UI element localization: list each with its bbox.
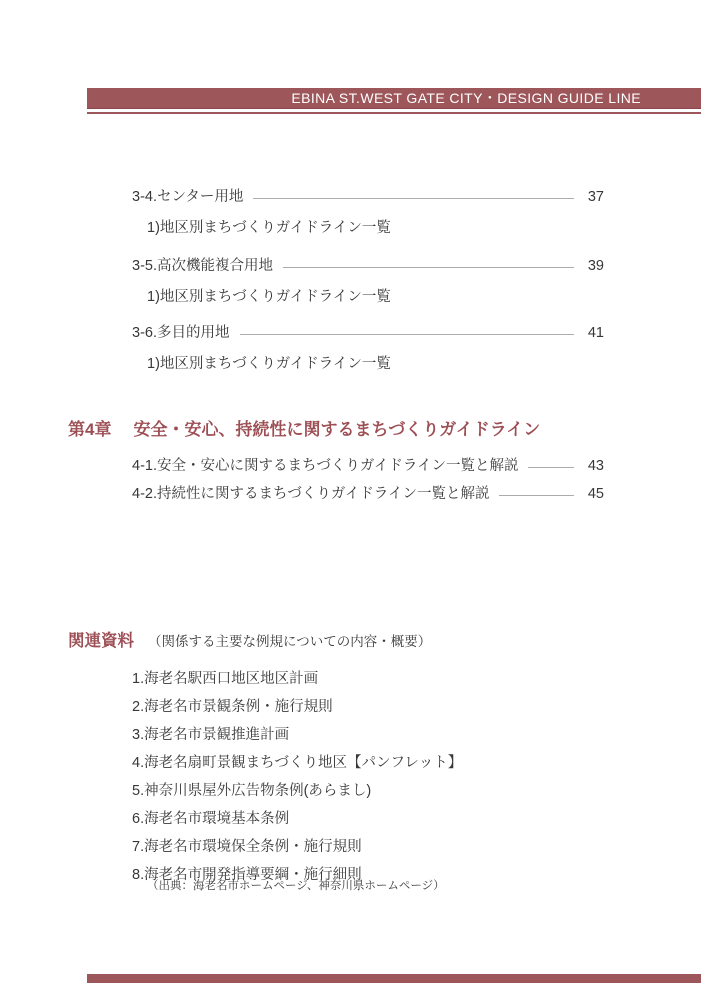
related-item: 1.海老名駅西口地区地区計画	[132, 671, 319, 687]
leader-line	[240, 334, 575, 335]
toc-entry	[132, 324, 604, 342]
toc-subentry: 1)地区別まちづくりガイドライン一覧	[147, 289, 391, 305]
chapter-number: 第4章	[68, 420, 112, 439]
toc-entry-page: 39	[587, 258, 604, 274]
toc-entry-page: 41	[587, 325, 604, 341]
toc-entry-page: 37	[587, 189, 604, 205]
related-materials-heading-row	[68, 630, 668, 652]
leader-line	[283, 267, 574, 268]
leader-line	[499, 495, 574, 496]
related-item: 8.海老名市開発指導要綱・施行細則	[132, 867, 362, 883]
related-item: 7.海老名市環境保全条例・施行規則	[132, 839, 362, 855]
source-note: （出典：海老名市ホームページ、神奈川県ホームページ）	[147, 880, 445, 892]
leader-line	[528, 467, 574, 468]
header-title-bar	[87, 88, 701, 109]
related-item: 4.海老名扇町景観まちづくり地区【パンフレット】	[132, 755, 463, 771]
document-title: EBINA ST.WEST GATE CITY・DESIGN GUIDE LINE	[291, 90, 641, 106]
toc-entry-label: 4-1.安全・安心に関するまちづくりガイドライン一覧と解説	[132, 458, 519, 474]
toc-entry	[132, 457, 604, 475]
toc-entry-page: 45	[587, 486, 604, 502]
related-materials-title: 関連資料	[68, 632, 134, 650]
leader-line	[253, 198, 574, 199]
related-item: 3.海老名市景観推進計画	[132, 727, 290, 743]
related-item: 5.神奈川県屋外広告物条例(あらまし)	[132, 783, 372, 799]
chapter-heading	[68, 419, 668, 441]
toc-subentry: 1)地区別まちづくりガイドライン一覧	[147, 220, 391, 236]
related-item: 2.海老名市景観条例・施行規則	[132, 699, 333, 715]
header-underline	[87, 112, 701, 114]
chapter-title: 安全・安心、持続性に関するまちづくりガイドライン	[133, 420, 541, 439]
toc-entry-label: 3-4.センター用地	[132, 189, 244, 205]
toc-entry	[132, 257, 604, 275]
toc-entry-label: 3-6.多目的用地	[132, 325, 230, 341]
related-item: 6.海老名市環境基本条例	[132, 811, 290, 827]
toc-entry	[132, 188, 604, 206]
toc-subentry: 1)地区別まちづくりガイドライン一覧	[147, 356, 391, 372]
toc-entry-page: 43	[587, 458, 604, 474]
footer-bar	[87, 974, 701, 983]
toc-entry-label: 3-5.高次機能複合用地	[132, 258, 273, 274]
toc-entry	[132, 485, 604, 503]
toc-entry-label: 4-2.持続性に関するまちづくりガイドライン一覧と解説	[132, 486, 490, 502]
related-materials-subheading: （関係する主要な例規についての内容・概要）	[148, 634, 432, 649]
